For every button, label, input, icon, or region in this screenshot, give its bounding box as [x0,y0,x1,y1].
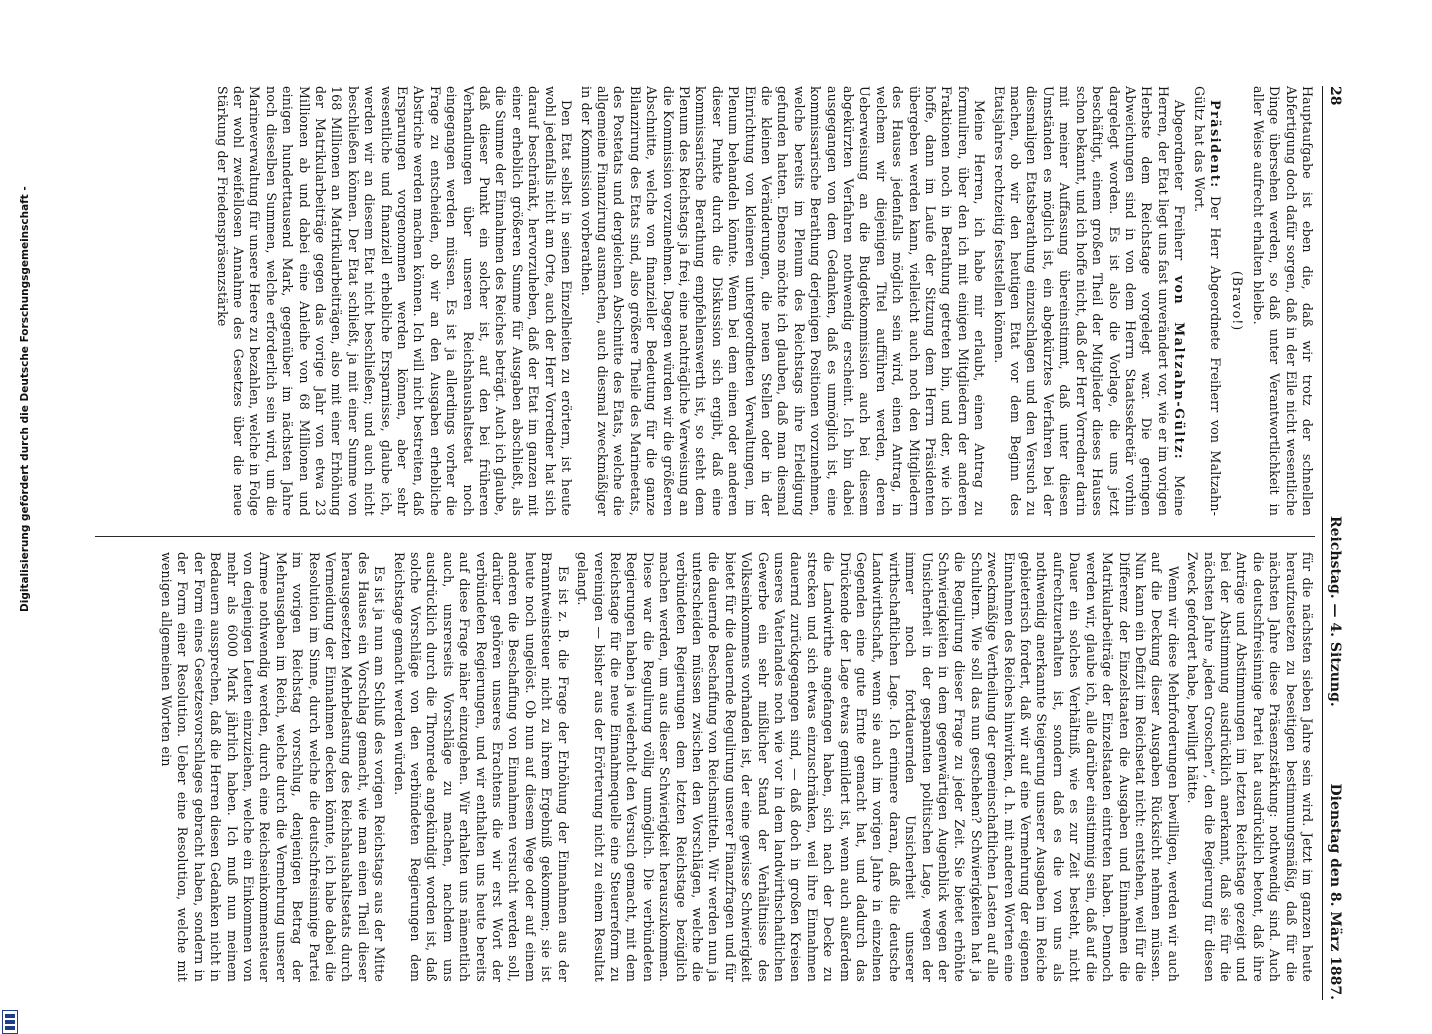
speaker-name: Präsident: [1207,100,1223,189]
paragraph-text: Meine Herren, der Etat liegt uns fast unverändert vor, wie er im vorigen Herbste dem Reichstage vorgelegt war. Die geringen Abweichungen sind in von dem Herrn Staatssekretär vorhin dargelegt worden. Es ist also die Vorlage, die uns jetzt beschäftigt, einem großen Theil der Mitglieder dieses Hauses schon bekannt, und ich hoffe nicht, daß der Herr Vorredner darin mit meiner Auffassung übereinstimmt, daß unter diesen Umständen es möglich ist, ein abgekürztes Verfahren bei der diesmaligen Etatsberathung einzuschlagen und den Versuch zu machen, ob wir den heutigen Etat vor dem Beginn des Etatsjahres rechtzeitig feststellen können. [991,86,1188,516]
page-header [1325,86,1345,1000]
paragraph: Meine Herren, ich habe mir erlaubt, einen Antrag zu formuliren, über den ich mit einigen Mitgliedern der anderen Fraktionen noch in Berathung getreten bin, und der, wie ich hoffe, dann im Laufe der Sitzung dem Herrn Präsidenten übergeben werden kann, vielleicht auch noch den Mitgliedern des Hauses jedenfalls möglich sein wird, einen Antrag, in welchem wir diejenigen Titel aufführen werden, deren Ueberweisung an die Budgetkommission auch bei diesem abgekürzten Verfahren nothwendig erscheint. Ich bin dabei ausgegangen von dem Gedanken, daß es unmöglich ist, eine kommissarische Berathung derjenigen Positionen vorzunehmen, welche bereits im Plenum des Reichstags ihre Erledigung gefunden hatten. Ebenso möchte ich glauben, daß man diesmal die kleinen Veränderungen, die neuen Stellen oder in der Einrichtung von kleineren untergeordneten Verwaltungen, im Plenum behandeln könnte. Wenn bei dem einen oder anderen dieser Punkte durch die Diskussion sich ergibt, daß eine kommissarische Berathung empfehlenswerth ist, so steht dem Plenum des Reichstags ja frei, eine nachträgliche Verweisung an die Kommission vorzunehmen. Dagegen würden wir die größeren Abschnitte, welche von finanzieller Bedeutung für die ganze Bilanzirung des Etats sind, also größere Theile des Marineetats, des Postetats und dergleichen Abschnitte des Etats, welche die allgemeine Finanzirung ausmachen, auch diesmal zweckmäßiger in der Kommission vorberathen. [578,86,988,516]
left-column [90,86,1315,516]
logo-bar [5,1020,15,1024]
page-number: 28 [1327,86,1343,106]
logo-bar [5,1014,15,1018]
paragraph [990,86,1187,516]
page-content-rotated [83,86,1345,1000]
stage-direction: (Bravo!) [1230,270,1246,332]
session-date: Dienstag den 8. März 1887. [1327,783,1343,1000]
header-rule [1322,86,1323,1000]
paragraph: für die nächsten sieben Jahre sein wird. Jetzt im ganzen heute heraufzusetzen zu beseitigen bestimmungsmäßig, daß für die nächsten Jahre diese Präsenzstärkung: nothwendig sind. Auch die deutschfreisinnige Partei hat ausdrücklich betont, daß ihre Anträge und Abstimmungen im letzten Reichstage gezeigt und bei der Abstimmung ausdrücklich anerkannt, daß sie für die nächsten Jahre „jeden Groschen“, den die Regierung für diesen Zweck gefordert habe, bewilligt hätte. [1185,552,1315,982]
speaker-title: Abgeordneter Freiherr [1172,100,1188,261]
digitization-credit: Digitalisierung gefördert durch die Deutsche Forschungsgemeinschaft - [19,186,31,612]
paragraph: Wenn wir diese Mehrforderungen bewilligen, werden wir auch auf die Deckung dieser Ausgaben Rücksicht nehmen müssen. Nun kann ein Defizit im Reichsetat nicht: entstehen, weil für die Differenz der Einzelstaaten die Ausgaben und Einnahmen die Matrikularbeiträge der Einzelstaaten eintreten haben. Dennoch werden wir, glaube ich, alle darüber einstimmig sein, daß auf die Dauer ein solches Verhältniß, wie es zur Zeit besteht, nicht aufrechtzuerhalten ist, sondern daß es die von uns als nothwendig anerkannte Steigerung unserer Ausgaben im Reiche gebieterisch fordert, daß wir auf eine Vermehrung der eigenen Einnahmen des Reiches hinwirken, d. h. mit anderen Worten eine zweckmäßige Vertheilung der gemeinschaftlichen Lasten auf alle Schultern. Wie soll das nun geschehen? Schwierigkeiten hat ja die Regulirung dieser Frage zu jeder Zeit. Sie bietet erhöhte Schwierigkeiten in dem gegenwärtigen Augenblick wegen der Unsicherheit in der gespannten politischen Lage, wegen der immer noch fortdauernden Unsicherheit unserer wirthschaftlichen Lage. Ich erinnere daran, daß die deutsche Landwirthschaft, wenn sie auch im vorigen Jahre in einzelnen Gegenden eine gute Ernte gemacht hat, und dadurch das Drückende der Lage etwas gemildert ist, wenn auch außerdem die Landwirthe angefangen haben, sich nach der Decke zu strecken und sich etwas einzuschränken, weil ihre Einnahmen dauernd zurückgegangen sind, — daß doch in großen Kreisen unseres Vaterlandes noch wie vor in dem landwirthschaftlichen Gewerbe ein sehr mißlicher Stand der Verhältnisse des Volkseinkommens vorhanden ist, der eine gewisse Schwierigkeit bietet für die dauernde Regulirung unserer Finanzfragen und für die dauernde Beschaffung von Reichsmitteln. Wir werden nun ja unterscheiden müssen zwischen den Vorschlägen, welche die verbündeten Regierungen dem letzten Reichstage bezüglich machen werden, um aus dieser Schwierigkeit herauszukommen. Diese war die Regulirung völlig unmöglich. Die verbündeten Regierungen haben ja wiederholt den Versuch gemacht, mit dem Reichstage für die neue Einnahmequelle eine Steuerreform zu vereinigen — bisher aus der Erörterung nicht zu einem Resultat gelangt. [575,552,1181,982]
column-divider [95,536,1315,537]
logo-bar [5,1026,15,1030]
paragraph: Es ist ja nun am Schluß des vorigen Reichstags aus der Mitte des Hauses ein Vorschlag gemacht, wie man einen Theil dieser herausgesetzten Mehrbelastung des Reichshaushaltsetats durch Vermeidung der Einnahmen decken könnte, ich habe dabei die Resolution im Sinne, durch welche die deutschfreisinnige Partei im vorigen Reichstag vorschlug, denjenigen Betrag der Mehrausgaben im Reich, welche durch die Vermehrung unserer Armee nothwendig werden, durch eine Reichseinkommensteuer von denjenigen Leuten einzuziehen, welche ein Einkommen von mehr als 6000 Mark jährlich haben. Ich muß nun meinem Bedauern aussprechen, daß die Herren diesen Gedanken nicht in der Form eines Gesetzesvorschlages gebracht haben, sondern in der Form einer Resolution. Ueber eine Resolution, welche mit wenigen allgemeinen Worten ein [158,552,388,982]
paragraph: Es ist z. B. die Frage der Erhöhung der Einnahmen aus der Branntweinsteuer nicht zu ihrem Ergebniß gekommen; sie ist heute noch ungelöst. Ob nun auf diesem Wege oder auf einem anderen die Beschaffung von Einnahmen versucht werden soll, darüber gehören unseres Erachtens die wir erst Wort der verbündeten Regierungen, und wir enthalten uns heute bereits auf diese Frage näher einzugehen. Wir erhalten uns nämentlich auch, unsrerseits Vorschläge zu machen, nachdem uns ausdrücklich durch die Thronrede angekündigt worden ist, daß solche Vorschläge von den verbündeten Regierungen dem Reichstage gemacht werden würden. [391,552,571,982]
dfg-logo-icon [2,1010,18,1034]
digitization-footer [2,42,31,992]
paragraph-text: Der Herr Abgeordnete Freiherr von Maltzahn-Gültz hat das Wort. [1191,86,1223,516]
paragraph: Hauptaufgabe ist eben die, daß wir trotz der schnellen Abfertigung doch dafür sorgen, daß in der Eile nicht wesentliche Dinge übersehen werden, so daß unter Verantwortlichkeit in aller Weise aufrecht erhalten bleibe. [1250,86,1315,516]
paragraph: Den Etat selbst in seinen Einzelheiten zu erörtern, ist heute wohl jedenfalls nicht am Orte, auch der Herr Vorredner hat sich darauf beschränkt, hervorzuheben, daß der Etat im ganzen mit einer erheblich größeren Summe für Ausgaben abschließt, als die Summe der Einnahmen des Reiches beträgt. Auch ich glaube, daß dieser Punkt ein solcher ist, auf den bei früheren Verhandlungen über unseren Reichshaushaltsetat noch eingegangen werden müssen. Es ist ja allerdings vorher die Frage zu entscheiden, ob wir an den Ausgaben erhebliche Abstriche werden machen können. Ich will nicht bestreiten, daß Ersparungen vorgenommen werden können, aber sehr wesentliche und finanziell erhebliche Ersparnisse, glaube ich, werden wir an diesem Etat nicht beschließen; und auch nicht beschließen können. Der Etat schließt, ja mit einer Summe von 168 Millionen an Matrikularbeiträgen, also mit einer Erhöhung der Matrikularbeiträge gegen das vorige Jahr von etwa 23 Millionen ab und dabei eine Anleihe von 68 Millionen und einigen hunderttausend Mark, gegenüber im nächsten Jahre noch dieselben Summen, welche erforderlich sein wird, um die Marineverwaltung für unsere Heere zu bezahlen, welche in Folge der wohl zweifellosen Annahme des Gesetzes über die neue Stärkung der Friedenspräsenzstärke [214,86,575,516]
running-title: Reichstag. — 4. Sitzung. [1327,516,1343,707]
right-column [90,552,1315,982]
paragraph [1190,86,1223,516]
speaker-name: von Maltzahn-Gültz: [1172,275,1188,461]
